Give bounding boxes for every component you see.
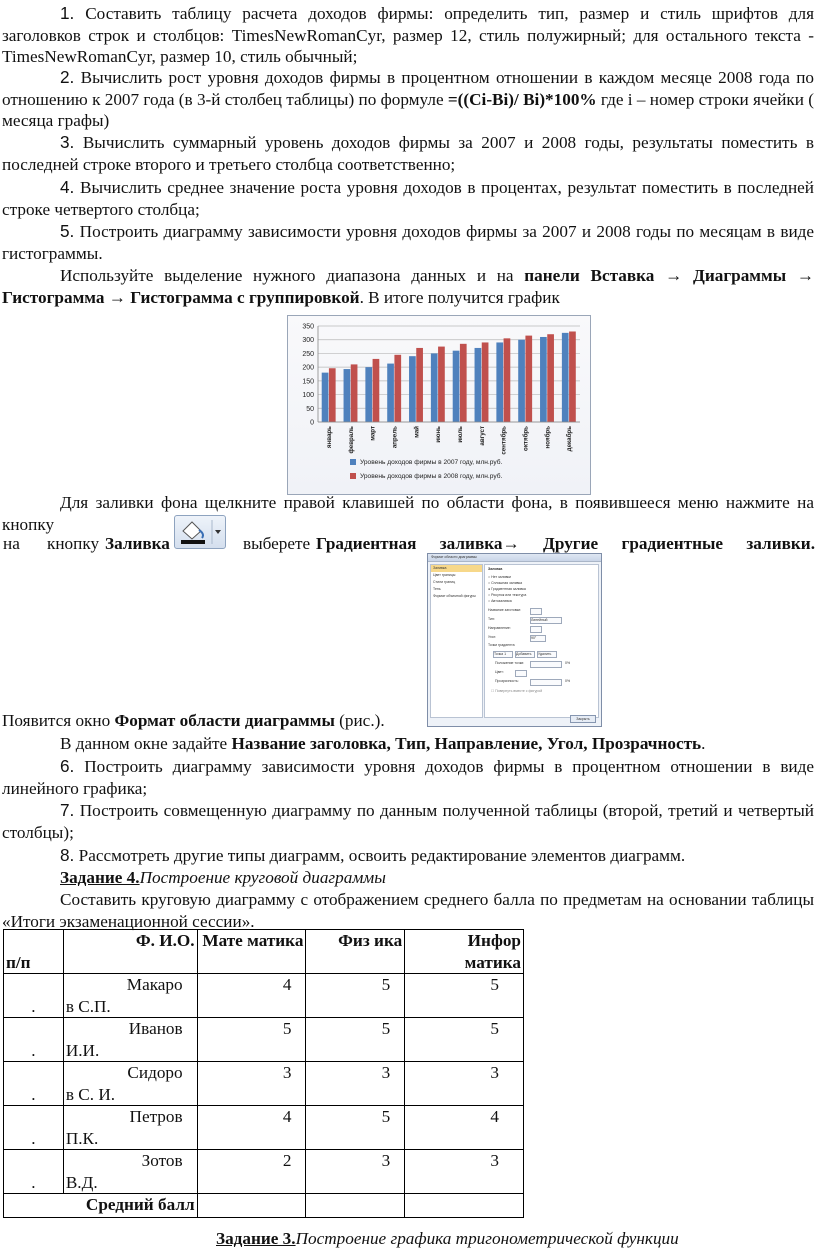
sidebar-item-3d-format[interactable]: Формат объемной фигуры xyxy=(433,594,476,598)
legend-label: Уровень доходов фирмы в 2007 году, млн.руб. xyxy=(360,459,503,466)
x-tick-label: декабрь xyxy=(566,426,574,452)
bar xyxy=(569,331,576,422)
fill-paragraph: Для заливки фона щелкните правой клавишей по области фона, в появившееся меню нажмите на кнопку xyxy=(2,493,814,534)
type-dropdown[interactable]: Линейный xyxy=(530,617,562,624)
rotate-checkbox[interactable]: ☐ Повернуть вместе с фигурой xyxy=(491,689,543,693)
item-1 xyxy=(2,3,814,68)
stop-dropdown[interactable]: Точка 1 xyxy=(493,651,513,658)
task-3-heading: Задание 3.Построение графика тригонометрической функции xyxy=(216,1229,679,1248)
informatics-grade: 5 xyxy=(405,1018,524,1062)
informatics-grade: 3 xyxy=(405,1062,524,1106)
x-tick-label: ноябрь xyxy=(544,426,552,449)
row-number: . xyxy=(4,1150,64,1194)
bar xyxy=(540,337,547,422)
window-paragraph: Появится окно Формат области диаграммы (рис.). xyxy=(2,711,385,730)
math-grade: 3 xyxy=(197,1062,306,1106)
bar xyxy=(518,340,525,422)
informatics-grade: 5 xyxy=(405,974,524,1018)
x-tick-label: июнь xyxy=(435,426,443,443)
item-2: 2. Вычислить рост уровня доходов фирмы в процентном отношении в каждом месяце 2008 года по отношению к 2007 года (в 3-й столбец таблицы) по формуле =((Ci-Bi)/ Bi)*100% где i – номер строки ячейки ( месяца графы) xyxy=(2,67,814,130)
x-tick-label: январь xyxy=(325,426,333,449)
exam-results-table xyxy=(3,929,524,1218)
bar xyxy=(460,344,467,422)
bar xyxy=(387,364,394,422)
x-tick-label: февраль xyxy=(347,426,355,454)
bar xyxy=(365,367,372,422)
y-tick-label: 350 xyxy=(302,323,314,331)
item-number: 2. xyxy=(60,67,75,87)
table-header-row: п/п Ф. И.О. Мате матика Физ ика Инфор матика xyxy=(4,930,524,974)
student-name: Зотов В.Д. xyxy=(63,1150,197,1194)
table-row xyxy=(4,974,524,1018)
paint-bucket-icon xyxy=(175,516,225,548)
legend-label: Уровень доходов фирмы в 2008 году, млн.руб. xyxy=(360,473,503,480)
bar xyxy=(547,334,554,422)
item-6: 6. Построить диаграмму зависимости уровня доходов фирмы в процентном отношении в виде линейного графика; xyxy=(2,756,815,798)
task-4-text: Составить круговую диаграмму с отображением среднего балла по предметам на основании таблицы «Итоги экзаменационной сессии». xyxy=(2,890,814,931)
fill-button[interactable] xyxy=(174,515,226,549)
bar xyxy=(344,369,351,422)
bar xyxy=(504,338,511,422)
x-tick-label: октябрь xyxy=(522,426,530,451)
sidebar-item-border-styles[interactable]: Стили границ xyxy=(433,580,456,584)
row-number: . xyxy=(4,974,64,1018)
y-tick-label: 250 xyxy=(302,350,314,358)
student-name: Макаро в С.П. xyxy=(63,974,197,1018)
bar xyxy=(329,368,336,422)
radio-solid-fill[interactable]: ○ Сплошная заливка xyxy=(488,581,523,585)
informatics-grade: 3 xyxy=(405,1150,524,1194)
dialog-sidebar xyxy=(430,564,483,718)
task-4-heading: Задание 4.Построение круговой диаграммы xyxy=(60,868,386,887)
bar xyxy=(453,351,460,422)
legend-swatch xyxy=(350,459,356,465)
bar xyxy=(525,336,532,422)
y-tick-label: 50 xyxy=(306,405,314,413)
set-paragraph: В данном окне задайте Название заголовка, Тип, Направление, Угол, Прозрачность. xyxy=(60,734,706,753)
chart-svg xyxy=(288,316,590,494)
math-grade: 4 xyxy=(197,1106,306,1150)
physics-grade: 3 xyxy=(306,1062,405,1106)
x-tick-label: март xyxy=(369,426,377,441)
item-number: 1. xyxy=(60,3,75,23)
physics-grade: 5 xyxy=(306,974,405,1018)
bar xyxy=(322,373,329,422)
bar xyxy=(438,347,445,422)
math-grade: 2 xyxy=(197,1150,306,1194)
formula: =((Ci-Bi)/ Bi)*100% xyxy=(447,89,597,109)
item-4: 4. Вычислить среднее значение роста уровня доходов в процентах, результат поместить в последней строке четвертого столбца; xyxy=(2,177,815,219)
close-button[interactable]: Закрыть xyxy=(570,715,596,723)
y-tick-label: 150 xyxy=(302,378,314,386)
color-picker[interactable] xyxy=(515,670,527,677)
x-tick-label: июль xyxy=(456,426,464,443)
radio-picture-fill[interactable]: ○ Рисунок или текстура xyxy=(488,593,527,597)
student-name: Иванов И.И. xyxy=(63,1018,197,1062)
sidebar-item-border-color[interactable]: Цвет границы xyxy=(433,573,456,577)
preset-dropdown[interactable] xyxy=(530,608,542,615)
bar xyxy=(351,364,358,422)
student-name: Сидоро в С. И. xyxy=(63,1062,197,1106)
row-number: . xyxy=(4,1018,64,1062)
row-number: . xyxy=(4,1062,64,1106)
legend-swatch xyxy=(350,473,356,479)
bar xyxy=(431,353,438,422)
bar xyxy=(475,348,482,422)
y-tick-label: 300 xyxy=(302,337,314,345)
hint-paragraph: Используйте выделение нужного диапазона данных и на панели Вставка → Диаграммы → Гистограмма → Гистограмма с группировкой. В итоге получится график xyxy=(2,266,815,307)
bar xyxy=(416,348,423,422)
table-row xyxy=(4,1062,524,1106)
x-tick-label: апрель xyxy=(391,426,399,449)
informatics-grade: 4 xyxy=(405,1106,524,1150)
angle-input[interactable]: 90° xyxy=(530,635,546,642)
table-row xyxy=(4,1150,524,1194)
item-5: 5. Построить диаграмму зависимости уровня доходов фирмы за 2007 и 2008 годы по месяцам в виде гистограммы. xyxy=(2,221,815,263)
add-stop-button[interactable]: Добавить xyxy=(515,651,535,658)
y-tick-label: 100 xyxy=(302,392,314,400)
bar xyxy=(394,355,401,422)
y-tick-label: 0 xyxy=(310,419,314,427)
radio-no-fill[interactable]: ○ Нет заливки xyxy=(488,575,511,579)
math-grade: 4 xyxy=(197,974,306,1018)
stop-position-slider[interactable] xyxy=(530,661,562,668)
table-row xyxy=(4,1018,524,1062)
item-text: Составить таблицу расчета доходов фирмы: определить тип, размер и стиль шрифтов для заголовков строк и столбцов: TimesNewRomanCyr, размер 12, стиль полужирный; для остального текста - TimesNewRomanCyr, размер 10, стиль обычный; xyxy=(2,4,815,66)
x-tick-label: май xyxy=(413,426,421,438)
transparency-slider[interactable] xyxy=(530,679,562,686)
physics-grade: 3 xyxy=(306,1150,405,1194)
bar xyxy=(409,356,416,422)
physics-grade: 5 xyxy=(306,1018,405,1062)
math-grade: 5 xyxy=(197,1018,306,1062)
bar xyxy=(373,359,380,422)
radio-gradient-fill[interactable]: ● Градиентная заливка xyxy=(488,587,526,591)
bar xyxy=(562,333,569,422)
sidebar-item-shadow[interactable]: Тень xyxy=(433,587,441,591)
y-tick-label: 200 xyxy=(302,364,314,372)
bar xyxy=(482,342,489,422)
remove-stop-button[interactable]: Удалить xyxy=(537,651,557,658)
item-7: 7. Построить совмещенную диаграмму по данным полученной таблицы (второй, третий и четвертый столбцы); xyxy=(2,800,814,842)
student-name: Петров П.К. xyxy=(63,1106,197,1150)
physics-grade: 5 xyxy=(306,1106,405,1150)
table-row xyxy=(4,1106,524,1150)
x-tick-label: август xyxy=(478,426,486,446)
format-chart-area-dialog[interactable] xyxy=(427,553,602,727)
row-number: . xyxy=(4,1106,64,1150)
radio-auto-fill[interactable]: ○ Автозаливка xyxy=(488,599,512,603)
item-8: 8. Рассмотреть другие типы диаграмм, освоить редактирование элементов диаграмм. xyxy=(60,845,686,865)
x-tick-label: сентябрь xyxy=(500,426,508,455)
bar-chart xyxy=(287,315,591,495)
dialog-pane: Заливка ○ Нет заливки ○ Сплошная заливка ● Градиентная заливка ○ Рисунок или текстура ○ Автозаливка Название заготовки: Тип: Линейный Направление: Угол: 90° Точки градиента Точка 1 Добавить Удалить Положение точки: 0% Цвет: Прозрачность: 0% ☐ Повернуть вместе с фигурой xyxy=(484,564,599,718)
table-average-row: Средний балл xyxy=(4,1194,524,1218)
direction-dropdown[interactable] xyxy=(530,626,542,633)
dialog-title: Формат области диаграммы xyxy=(428,554,601,562)
item-3: 3. Вычислить суммарный уровень доходов фирмы за 2007 и 2008 годы, результаты поместить в последней строке второго и третьего столбца соответственно; xyxy=(2,132,814,174)
sidebar-item-fill[interactable]: Заливка xyxy=(431,565,482,572)
bar xyxy=(496,342,503,422)
